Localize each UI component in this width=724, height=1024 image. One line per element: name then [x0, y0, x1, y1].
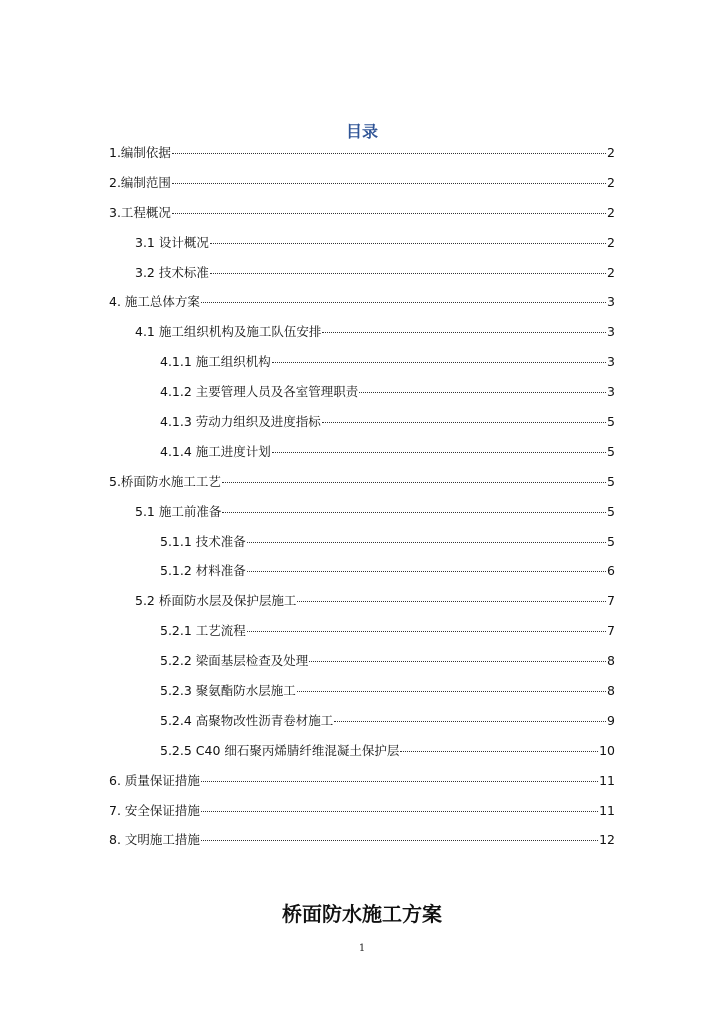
toc-entry-text: 6. 质量保证措施: [109, 772, 200, 788]
toc-entry-text: 5.1 施工前准备: [135, 503, 222, 519]
toc-dot-leader: [334, 720, 606, 722]
toc-entry-page: 10: [599, 742, 615, 758]
toc-entry-page: 5: [607, 473, 615, 489]
toc-entry[interactable]: [109, 533, 615, 563]
toc-entry-page: 7: [607, 593, 615, 609]
toc-entry-text: 5.2.4 高聚物改性沥青卷材施工: [160, 712, 334, 728]
toc-entry[interactable]: [109, 174, 615, 204]
toc-dot-leader: [201, 301, 606, 303]
toc-dot-leader: [201, 780, 598, 782]
toc-entry-text: 5.2.2 梁面基层检查及处理: [160, 653, 309, 669]
toc-entry-page: 5: [607, 414, 615, 430]
toc-entry-page: 11: [599, 802, 615, 818]
toc-dot-leader: [247, 570, 606, 572]
toc-entry-page: 5: [607, 503, 615, 519]
toc-entry-page: 2: [607, 234, 615, 250]
toc-entry[interactable]: [109, 204, 615, 234]
toc-entry-text: 3.工程概况: [109, 204, 171, 220]
toc-entry[interactable]: [109, 413, 615, 443]
toc-entry[interactable]: [109, 144, 615, 174]
table-of-contents: [109, 144, 615, 861]
toc-entry-page: 9: [607, 712, 615, 728]
toc-entry[interactable]: [109, 831, 615, 861]
toc-dot-leader: [210, 242, 606, 244]
toc-entry[interactable]: [109, 264, 615, 294]
toc-entry[interactable]: [109, 473, 615, 503]
toc-dot-leader: [172, 182, 606, 184]
toc-entry-text: 5.2.1 工艺流程: [160, 623, 246, 639]
toc-entry-text: 5.2.5 C40 细石聚丙烯腈纤维混凝土保护层: [160, 742, 400, 758]
toc-dot-leader: [322, 331, 606, 333]
toc-dot-leader: [222, 481, 606, 483]
page-number: 1: [358, 943, 366, 954]
toc-dot-leader: [247, 541, 606, 543]
toc-entry-page: 5: [607, 443, 615, 459]
toc-dot-leader: [297, 690, 606, 692]
toc-entry[interactable]: [109, 323, 615, 353]
document-title: 桥面防水施工方案: [282, 902, 442, 926]
toc-title: 目录: [345, 122, 378, 141]
toc-entry-text: 4.1.2 主要管理人员及各室管理职责: [160, 384, 359, 400]
toc-entry[interactable]: [109, 712, 615, 742]
toc-dot-leader: [222, 511, 606, 513]
toc-entry-text: 1.编制依据: [109, 145, 171, 160]
toc-dot-leader: [400, 750, 598, 752]
toc-entry-page: 7: [607, 623, 615, 639]
toc-dot-leader: [322, 421, 606, 423]
toc-dot-leader: [201, 839, 598, 841]
toc-entry-text: 5.2 桥面防水层及保护层施工: [135, 593, 297, 609]
toc-entry-page: 12: [599, 832, 615, 848]
toc-dot-leader: [210, 272, 606, 274]
toc-entry[interactable]: [109, 742, 615, 772]
toc-entry-page: 2: [607, 264, 615, 280]
toc-entry-page: 8: [607, 683, 615, 699]
toc-dot-leader: [297, 600, 606, 602]
toc-entry[interactable]: [109, 353, 615, 383]
toc-dot-leader: [309, 660, 606, 662]
toc-entry[interactable]: [109, 622, 615, 652]
toc-entry-text: 5.2.3 聚氨酯防水层施工: [160, 683, 296, 699]
toc-entry[interactable]: [109, 652, 615, 682]
toc-entry-text: 4.1 施工组织机构及施工队伍安排: [135, 324, 322, 340]
toc-dot-leader: [172, 212, 606, 214]
toc-entry-page: 5: [607, 533, 615, 549]
toc-entry-text: 4. 施工总体方案: [109, 294, 200, 310]
toc-entry-text: 5.桥面防水施工工艺: [109, 473, 221, 489]
toc-entry[interactable]: [109, 293, 615, 323]
toc-entry-text: 7. 安全保证措施: [109, 802, 200, 818]
toc-entry-page: 3: [607, 294, 615, 310]
toc-entry[interactable]: [109, 772, 615, 802]
toc-entry-text: 2.编制范围: [109, 174, 171, 190]
toc-entry-text: 8. 文明施工措施: [109, 832, 200, 848]
toc-dot-leader: [172, 152, 606, 154]
toc-entry-page: 11: [599, 772, 615, 788]
toc-entry-text: 5.1.2 材料准备: [160, 563, 246, 579]
toc-entry-text: 4.1.1 施工组织机构: [160, 354, 271, 370]
toc-entry-page: 2: [607, 204, 615, 220]
toc-entry[interactable]: [109, 592, 615, 622]
toc-entry[interactable]: [109, 383, 615, 413]
toc-dot-leader: [247, 630, 606, 632]
toc-entry-page: 6: [607, 563, 615, 579]
toc-entry-page: 3: [607, 354, 615, 370]
toc-entry-page: 8: [607, 653, 615, 669]
toc-entry-page: 3: [607, 384, 615, 400]
toc-entry-text: 3.1 设计概况: [135, 234, 209, 250]
toc-dot-leader: [272, 361, 606, 363]
toc-entry-page: 3: [607, 324, 615, 340]
toc-entry[interactable]: [109, 682, 615, 712]
toc-entry-page: 2: [607, 145, 615, 160]
toc-entry-text: 3.2 技术标准: [135, 264, 209, 280]
toc-dot-leader: [359, 391, 606, 393]
toc-entry[interactable]: [109, 802, 615, 832]
toc-entry[interactable]: [109, 503, 615, 533]
toc-entry[interactable]: [109, 562, 615, 592]
toc-entry-page: 2: [607, 174, 615, 190]
toc-entry[interactable]: [109, 234, 615, 264]
toc-dot-leader: [272, 451, 606, 453]
toc-entry-text: 5.1.1 技术准备: [160, 533, 246, 549]
toc-entry[interactable]: [109, 443, 615, 473]
toc-entry-text: 4.1.4 施工进度计划: [160, 443, 271, 459]
toc-dot-leader: [201, 810, 598, 812]
toc-entry-text: 4.1.3 劳动力组织及进度指标: [160, 414, 321, 430]
